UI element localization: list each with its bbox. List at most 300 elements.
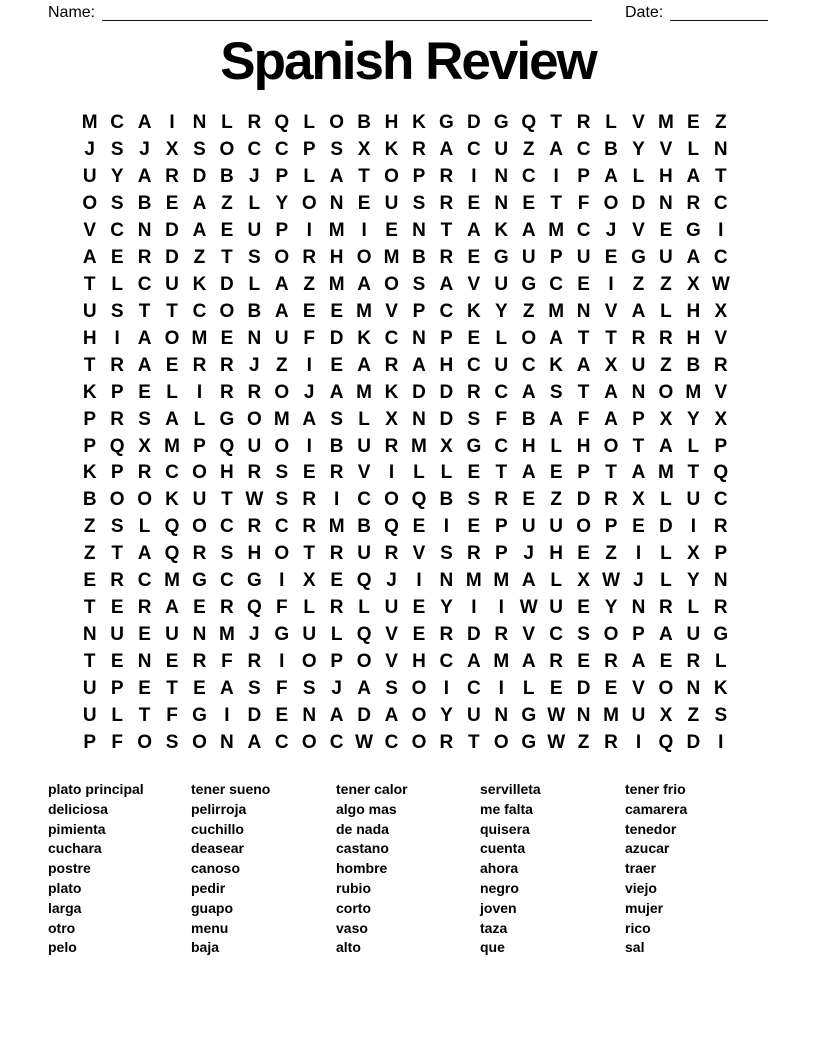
grid-letter: K (412, 112, 426, 134)
grid-letter: K (549, 354, 564, 376)
grid-letter: O (301, 193, 317, 215)
grid-letter: M (548, 300, 565, 322)
grid-letter: U (165, 623, 179, 645)
grid-letter: Z (577, 731, 590, 753)
grid-letter: A (686, 247, 701, 269)
grid-letter: Q (384, 516, 399, 538)
word-bank-item: pelo (48, 939, 77, 956)
grid-letter: L (550, 435, 562, 457)
grid-letter: Q (356, 570, 372, 592)
grid-letter: V (604, 300, 618, 322)
grid-letter: R (247, 650, 262, 672)
grid-letter: X (714, 300, 728, 322)
grid-letter: U (494, 354, 509, 376)
grid-letter: M (493, 570, 510, 592)
grid-letter: C (521, 166, 536, 188)
grid-letter: N (631, 381, 646, 403)
grid-letter: O (411, 677, 427, 699)
grid-letter: V (412, 543, 426, 565)
grid-letter: O (192, 516, 207, 538)
grid-letter: C (713, 193, 728, 215)
grid-letter: I (361, 220, 367, 242)
grid-letter: D (466, 112, 481, 134)
grid-letter: C (439, 300, 454, 322)
grid-letter: U (165, 273, 179, 295)
grid-letter: T (550, 193, 562, 215)
grid-letter: B (329, 435, 344, 457)
grid-letter: A (165, 597, 179, 619)
grid-letter: B (137, 193, 152, 215)
grid-letter: A (576, 354, 591, 376)
grid-letter: C (329, 731, 344, 753)
grid-letter: X (357, 139, 371, 161)
grid-letter: X (632, 489, 645, 511)
grid-letter: R (384, 435, 399, 457)
word-bank-item: azucar (625, 840, 670, 857)
name-label: Name: (48, 4, 96, 21)
grid-letter: I (608, 273, 614, 295)
grid-letter: H (659, 166, 673, 188)
grid-letter: R (302, 516, 317, 538)
grid-letter: O (384, 489, 399, 511)
grid-letter: G (713, 623, 729, 645)
grid-letter: K (494, 220, 509, 242)
grid-letter: M (657, 462, 674, 484)
word-search-grid (76, 110, 735, 756)
grid-letter: T (577, 327, 590, 349)
grid-letter: A (521, 570, 536, 592)
grid-letter: V (385, 623, 398, 645)
grid-letter: W (355, 731, 374, 753)
grid-letter: J (249, 354, 260, 376)
grid-letter: O (192, 731, 207, 753)
grid-letter: B (412, 247, 426, 269)
grid-letter: C (439, 650, 454, 672)
grid-letter: R (439, 247, 454, 269)
name-blank-line (102, 20, 592, 21)
grid-letter: A (659, 435, 673, 457)
grid-letter: O (576, 516, 591, 538)
grid-letter: X (440, 435, 453, 457)
grid-letter: O (658, 381, 674, 403)
grid-letter: R (686, 193, 701, 215)
grid-letter: R (549, 650, 564, 672)
grid-letter: D (192, 166, 207, 188)
grid-letter: D (165, 220, 179, 242)
grid-letter: B (439, 489, 454, 511)
grid-letter: K (713, 677, 728, 699)
grid-letter: D (576, 677, 591, 699)
grid-letter: R (439, 623, 454, 645)
grid-letter: J (633, 570, 644, 592)
word-bank-column (48, 780, 144, 958)
grid-letter: A (220, 677, 234, 699)
grid-letter: R (576, 112, 591, 134)
grid-letter: R (604, 650, 618, 672)
grid-letter: R (494, 623, 509, 645)
grid-letter: E (467, 193, 481, 215)
grid-letter: K (384, 381, 399, 403)
word-bank-item: ahora (480, 860, 519, 877)
grid-letter: L (111, 273, 123, 295)
grid-letter: L (687, 139, 700, 161)
grid-letter: D (439, 408, 454, 430)
grid-letter: E (522, 193, 536, 215)
grid-letter: K (192, 273, 207, 295)
grid-letter: N (439, 570, 454, 592)
grid-letter: Z (632, 273, 645, 295)
grid-letter: A (274, 273, 289, 295)
grid-letter: B (604, 139, 618, 161)
grid-letter: E (110, 650, 124, 672)
grid-letter: B (357, 516, 371, 538)
grid-letter: S (110, 516, 124, 538)
word-bank-item: alto (336, 939, 361, 956)
grid-letter: L (248, 193, 261, 215)
grid-letter: U (247, 435, 262, 457)
grid-letter: U (82, 300, 97, 322)
grid-letter: A (165, 408, 179, 430)
grid-letter: K (466, 300, 481, 322)
grid-letter: O (274, 543, 290, 565)
grid-letter: P (412, 300, 426, 322)
grid-letter: F (111, 731, 123, 753)
grid-letter: I (718, 220, 724, 242)
grid-letter: D (220, 273, 234, 295)
grid-letter: S (248, 247, 261, 269)
grid-letter: M (164, 570, 180, 592)
grid-letter: H (576, 435, 591, 457)
grid-letter: O (658, 677, 674, 699)
grid-letter: P (83, 731, 97, 753)
grid-letter: E (577, 273, 590, 295)
grid-letter: T (166, 300, 178, 322)
grid-letter: G (631, 247, 646, 269)
grid-letter: L (111, 704, 123, 726)
grid-letter: P (412, 166, 426, 188)
grid-letter: X (659, 408, 673, 430)
grid-letter: E (467, 327, 481, 349)
grid-letter: I (498, 677, 504, 699)
grid-letter: X (577, 570, 590, 592)
grid-letter: Z (193, 247, 206, 269)
grid-letter: A (549, 408, 564, 430)
grid-letter: P (494, 543, 508, 565)
grid-letter: C (274, 516, 289, 538)
grid-letter: W (547, 731, 566, 753)
grid-letter: O (192, 462, 207, 484)
grid-letter: T (303, 543, 316, 565)
grid-letter: R (494, 489, 509, 511)
grid-letter: C (137, 570, 152, 592)
grid-letter: A (384, 704, 399, 726)
grid-letter: C (549, 273, 564, 295)
grid-letter: L (166, 381, 178, 403)
grid-letter: R (713, 354, 728, 376)
grid-letter: O (603, 435, 619, 457)
grid-letter: M (411, 435, 427, 457)
word-bank-item: cuchara (48, 840, 102, 857)
grid-letter: R (165, 166, 179, 188)
word-bank-item: deliciosa (48, 800, 108, 817)
grid-letter: G (493, 247, 509, 269)
grid-letter: P (110, 677, 124, 699)
grid-letter: X (138, 435, 151, 457)
word-bank-item: rubio (336, 879, 371, 896)
grid-letter: U (192, 489, 207, 511)
grid-letter: M (356, 300, 372, 322)
grid-letter: R (247, 381, 262, 403)
grid-letter: A (247, 731, 262, 753)
grid-letter: A (82, 247, 97, 269)
grid-letter: Z (550, 489, 562, 511)
grid-letter: U (357, 543, 371, 565)
grid-letter: I (388, 462, 395, 484)
grid-letter: G (493, 112, 509, 134)
grid-letter: Q (713, 462, 729, 484)
grid-letter: Y (687, 570, 700, 592)
grid-letter: E (577, 650, 590, 672)
grid-letter: L (358, 408, 370, 430)
grid-letter: C (384, 731, 399, 753)
grid-letter: L (660, 570, 672, 592)
word-bank-column (480, 780, 541, 958)
grid-letter: N (631, 597, 646, 619)
grid-letter: Q (109, 435, 125, 457)
grid-letter: H (412, 650, 426, 672)
grid-letter: R (247, 112, 262, 134)
grid-letter: S (165, 731, 179, 753)
grid-letter: N (494, 166, 509, 188)
grid-letter: Q (164, 516, 180, 538)
grid-letter: I (279, 570, 285, 592)
grid-letter: E (412, 516, 426, 538)
word-bank-item: menu (191, 919, 229, 936)
grid-letter: Q (658, 731, 674, 753)
word-bank-item: tener sueno (191, 781, 271, 797)
grid-letter: G (274, 623, 290, 645)
grid-letter: C (713, 247, 728, 269)
grid-letter: U (82, 166, 97, 188)
grid-letter: N (576, 300, 591, 322)
grid-letter: L (303, 166, 316, 188)
grid-letter: I (196, 381, 203, 403)
grid-letter: H (686, 327, 701, 349)
grid-letter: A (137, 112, 152, 134)
grid-letter: C (110, 220, 125, 242)
grid-letter: N (192, 623, 207, 645)
grid-letter: I (498, 597, 504, 619)
grid-letter: Z (605, 543, 617, 565)
grid-letter: E (165, 193, 179, 215)
grid-letter: W (519, 597, 538, 619)
grid-letter: Y (604, 597, 618, 619)
grid-letter: M (465, 570, 482, 592)
grid-letter: C (247, 139, 262, 161)
grid-letter: E (659, 220, 673, 242)
page-title: Spanish Review (220, 32, 596, 91)
grid-letter: N (137, 650, 152, 672)
grid-letter: Q (246, 597, 262, 619)
grid-letter: X (714, 408, 728, 430)
grid-letter: C (466, 354, 481, 376)
word-bank-item: algo mas (336, 800, 397, 817)
grid-letter: C (521, 354, 536, 376)
grid-letter: E (193, 597, 206, 619)
grid-letter: R (659, 597, 673, 619)
grid-letter: I (443, 516, 450, 538)
grid-letter: X (687, 273, 700, 295)
grid-letter: Y (110, 166, 124, 188)
grid-letter: A (357, 273, 371, 295)
grid-letter: L (413, 462, 425, 484)
grid-letter: T (358, 166, 370, 188)
grid-letter: X (687, 543, 700, 565)
grid-letter: I (635, 543, 642, 565)
grid-letter: L (660, 543, 672, 565)
grid-letter: I (306, 220, 312, 242)
grid-letter: E (412, 623, 426, 645)
grid-letter: E (604, 247, 618, 269)
grid-letter: C (384, 327, 399, 349)
grid-letter: L (221, 112, 233, 134)
grid-letter: E (275, 704, 289, 726)
grid-letter: U (466, 704, 481, 726)
grid-letter: T (111, 543, 123, 565)
grid-letter: E (330, 570, 343, 592)
grid-letter: C (713, 489, 728, 511)
grid-letter: M (328, 273, 345, 295)
word-bank-item: quisera (480, 820, 530, 837)
grid-letter: J (605, 220, 617, 242)
grid-letter: V (385, 650, 398, 672)
grid-letter: R (412, 139, 426, 161)
grid-letter: E (357, 193, 371, 215)
word-bank-item: viejo (625, 879, 657, 896)
grid-letter: E (467, 516, 481, 538)
grid-letter: O (109, 489, 125, 511)
grid-letter: O (82, 193, 98, 215)
grid-letter: F (577, 408, 590, 430)
grid-letter: C (165, 462, 179, 484)
grid-letter: V (632, 677, 645, 699)
grid-letter: A (604, 166, 618, 188)
grid-letter: N (576, 704, 591, 726)
grid-letter: A (521, 650, 536, 672)
grid-letter: A (274, 300, 289, 322)
grid-letter: P (83, 435, 97, 457)
grid-letter: B (220, 166, 234, 188)
grid-letter: B (357, 112, 371, 134)
grid-letter: T (605, 462, 617, 484)
grid-letter: V (357, 462, 371, 484)
grid-letter: D (247, 704, 262, 726)
grid-letter: E (138, 381, 151, 403)
grid-letter: S (330, 139, 343, 161)
grid-letter: U (82, 677, 97, 699)
grid-letter: S (714, 704, 728, 726)
grid-letter: T (221, 247, 233, 269)
grid-letter: N (247, 327, 262, 349)
grid-letter: N (220, 731, 234, 753)
grid-letter: H (686, 300, 701, 322)
grid-letter: B (521, 408, 536, 430)
grid-letter: Z (221, 193, 233, 215)
grid-letter: Z (660, 354, 672, 376)
grid-letter: R (137, 462, 152, 484)
grid-letter: N (412, 327, 426, 349)
grid-letter: E (138, 677, 151, 699)
grid-letter: J (303, 381, 315, 403)
grid-letter: O (603, 193, 619, 215)
grid-letter: M (218, 623, 235, 645)
grid-letter: X (385, 408, 398, 430)
grid-letter: E (549, 462, 563, 484)
grid-letter: U (302, 623, 317, 645)
grid-letter: M (328, 220, 345, 242)
grid-letter: T (714, 166, 727, 188)
grid-letter: T (83, 273, 96, 295)
grid-letter: A (329, 381, 344, 403)
grid-letter: T (687, 462, 700, 484)
grid-letter: I (306, 435, 312, 457)
grid-letter: L (687, 597, 700, 619)
grid-letter: L (303, 112, 316, 134)
grid-letter: A (192, 220, 207, 242)
grid-letter: O (274, 435, 290, 457)
grid-letter: U (384, 193, 399, 215)
grid-letter: U (549, 516, 564, 538)
grid-letter: P (714, 435, 728, 457)
grid-letter: H (82, 327, 97, 349)
grid-letter: R (439, 166, 454, 188)
grid-letter: T (221, 489, 233, 511)
grid-letter: Q (274, 112, 290, 134)
date-label: Date: (625, 4, 664, 21)
grid-letter: P (632, 408, 645, 430)
grid-letter: A (521, 381, 536, 403)
grid-letter: R (192, 650, 207, 672)
grid-letter: U (494, 139, 509, 161)
grid-letter: E (110, 597, 124, 619)
grid-letter: U (110, 623, 125, 645)
grid-letter: X (165, 139, 179, 161)
word-bank-item: me falta (480, 800, 533, 817)
grid-letter: A (549, 327, 564, 349)
grid-letter: Z (522, 300, 535, 322)
grid-letter: L (522, 677, 535, 699)
word-bank-item: sal (625, 939, 645, 956)
grid-letter: P (494, 516, 508, 538)
grid-letter: C (137, 273, 152, 295)
grid-letter: T (577, 381, 590, 403)
grid-letter: K (357, 327, 371, 349)
grid-letter: R (302, 247, 317, 269)
word-bank-item: pimienta (48, 820, 106, 837)
grid-letter: A (137, 543, 152, 565)
grid-letter: R (329, 597, 344, 619)
grid-letter: Z (83, 516, 96, 538)
grid-letter: V (83, 220, 97, 242)
grid-letter: Z (687, 704, 700, 726)
grid-letter: P (549, 247, 563, 269)
grid-letter: Y (440, 704, 453, 726)
grid-letter: G (246, 570, 262, 592)
grid-letter: N (82, 623, 97, 645)
grid-letter: F (303, 327, 316, 349)
grid-letter: S (193, 139, 206, 161)
grid-letter: E (330, 300, 343, 322)
